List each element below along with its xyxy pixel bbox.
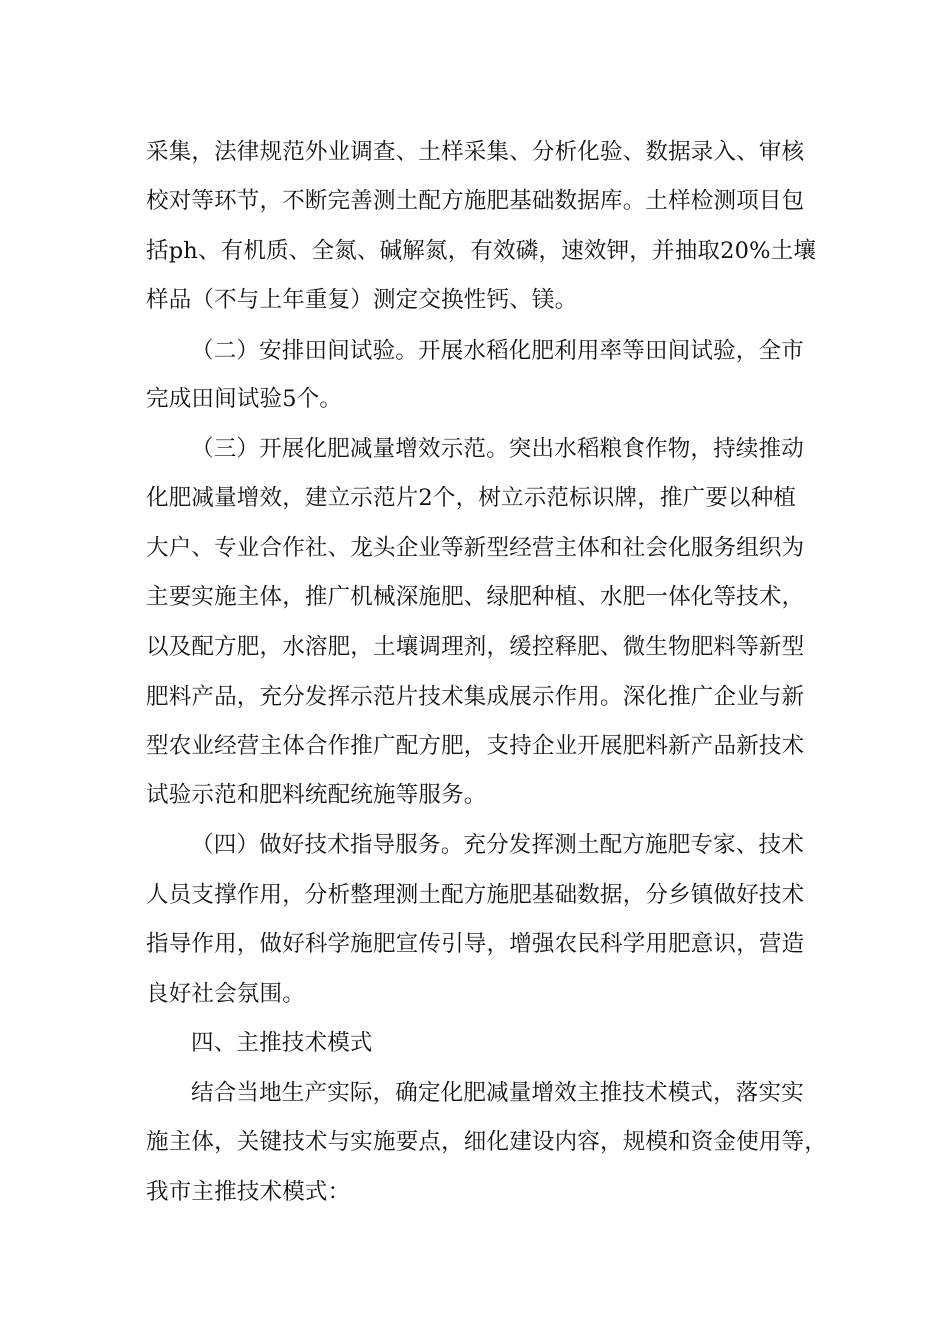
text-line: 括ph、有机质、全氮、碱解氮，有效磷，速效钾，并抽取20%土壤 (146, 238, 817, 264)
text-line: 指导作用，做好科学施肥宣传引导，增强农民科学用肥意识，营造 (146, 931, 805, 957)
text-line: 型农业经营主体合作推广配方肥，支持企业开展肥料新产品新技术 (146, 733, 805, 759)
text-line: 采集，法律规范外业调查、土样采集、分析化验、数据录入、审核 (146, 139, 805, 165)
text-line: 完成田间试验5个。 (146, 386, 343, 412)
text-line: 以及配方肥，水溶肥，土壤调理剂，缓控释肥、微生物肥料等新型 (146, 634, 805, 660)
text-line: 样品（不与上年重复）测定交换性钙、镁。 (146, 287, 578, 313)
text-line: 人员支撑作用，分析整理测土配方施肥基础数据，分乡镇做好技术 (146, 882, 805, 908)
section-heading-4: （四）做好技术指导服务。充分发挥测土配方施肥专家、技术 (191, 832, 804, 858)
text-line: 我市主推技术模式： (146, 1179, 351, 1205)
text-line: 主要实施主体，推广机械深施肥、绿肥种植、水肥一体化等技术， (146, 584, 805, 610)
text-line: 校对等环节，不断完善测土配方施肥基础数据库。土样检测项目包 (146, 188, 805, 214)
section-heading-3: （三）开展化肥减量增效示范。突出水稻粮食作物，持续推动 (191, 436, 804, 462)
text-line: 施主体，关键技术与实施要点，细化建设内容，规模和资金使用等， (146, 1129, 828, 1155)
paragraph-start-line: 结合当地生产实际，确定化肥减量增效主推技术模式，落实实 (191, 1080, 804, 1106)
text-line: 化肥减量增效，建立示范片2个，树立示范标识牌，推广要以种植 (146, 485, 797, 511)
text-line: 试验示范和肥料统配统施等服务。 (146, 782, 487, 808)
text-line: 大户、专业合作社、龙头企业等新型经营主体和社会化服务组织为 (146, 535, 805, 561)
section-heading-2: （二）安排田间试验。开展水稻化肥利用率等田间试验，全市 (191, 338, 804, 364)
section-title: 四、主推技术模式 (191, 1030, 373, 1056)
text-line: 良好社会氛围。 (146, 981, 305, 1007)
text-line: 肥料产品，充分发挥示范片技术集成展示作用。深化推广企业与新 (146, 684, 805, 710)
